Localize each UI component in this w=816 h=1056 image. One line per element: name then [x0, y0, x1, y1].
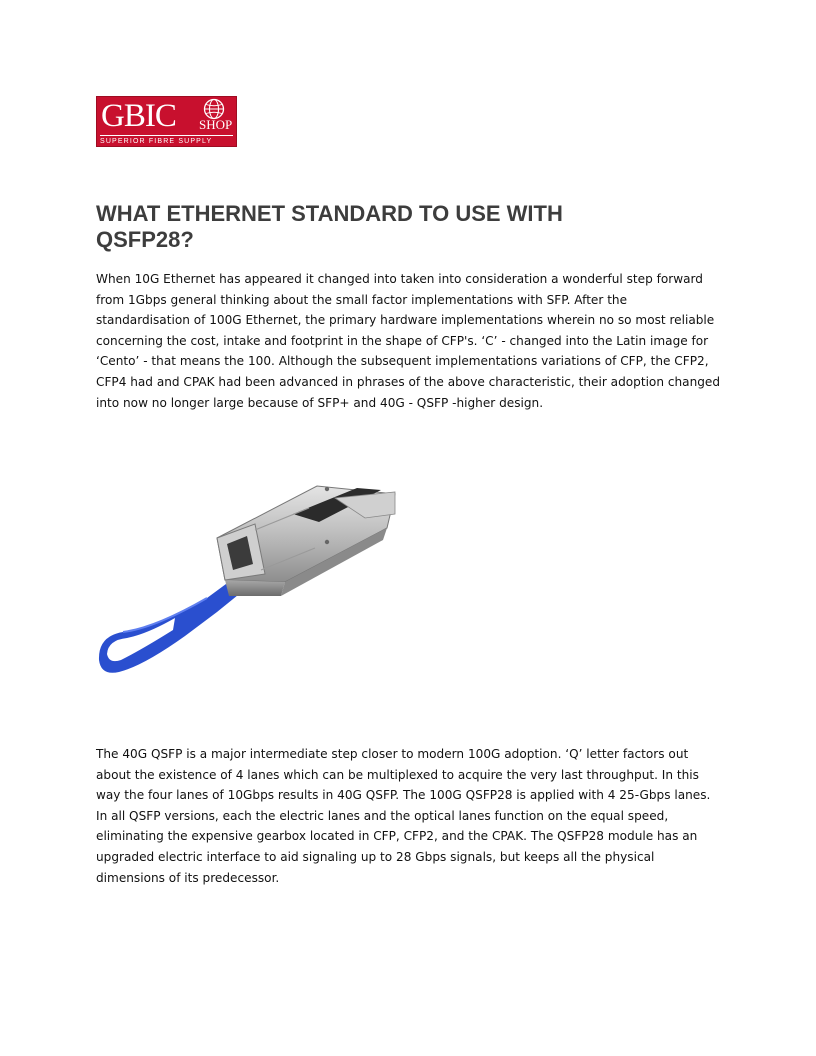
logo-shop-text: SHOP	[199, 117, 233, 132]
logo-tagline: SUPERIOR FIBRE SUPPLY	[100, 135, 233, 146]
qsfp-paragraph: The 40G QSFP is a major intermediate step closer to modern 100G adoption. ‘Q’ letter factors out about the existence of 4 lanes which can be multiplexed to acquire the very last throughput. In this way the four lanes of 10Gbps results in 40G QSFP. The 100G QSFP28 is applied with 4 25-Gbps lanes. In all QSFP versions, each the electric lanes and the optical lanes function on the equal speed, eliminating the expensive gearbox located in CFP, CFP2, and the CPAK. The QSFP28 module has an upgraded electric interface to aid signaling up to 28 Gbps signals, but keeps all the physical dimensions of its predecessor.	[96, 747, 711, 885]
intro-paragraph: When 10G Ethernet has appeared it changed into taken into consideration a wonderful step forward from 1Gbps general thinking about the small factor implementations with SFP. After the standardisation of 100G Ethernet, the primary hardware implementations wherein no so most reliable concerning the cost, intake and footprint in the shape of CFP's. ‘C’ - changed into the Latin image for ‘Cento’ - that means the 100. Although the subsequent implementations variations of CFP, the CFP2, CFP4 had and CPAK had been advanced in phrases of the above characteristic, their adoption changed into now no longer large because of SFP+ and 40G - QSFP -higher design.	[96, 272, 721, 410]
article-title: WHAT ETHERNET STANDARD TO USE WITH QSFP28?	[96, 201, 563, 252]
logo-main-text: GBIC	[101, 98, 176, 134]
transceiver-body-icon	[217, 486, 395, 596]
gbic-shop-logo	[96, 96, 237, 147]
qsfp-module-image	[95, 478, 415, 678]
